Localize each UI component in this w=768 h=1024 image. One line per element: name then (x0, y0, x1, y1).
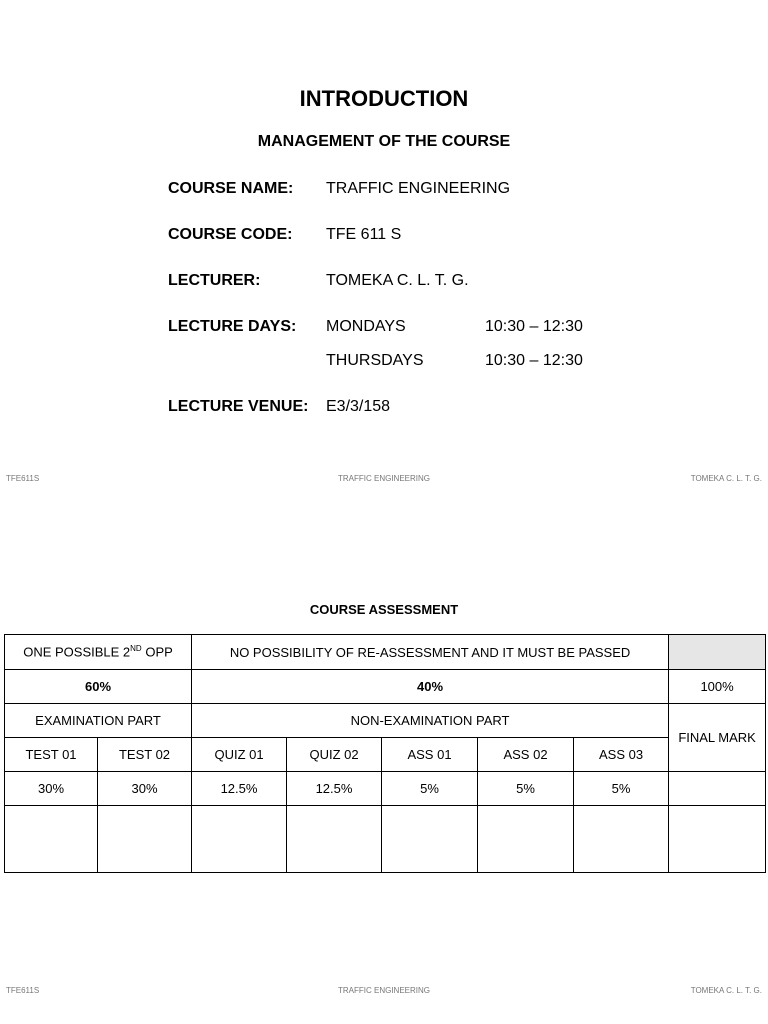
second-opp-text: ONE POSSIBLE 2 (23, 644, 131, 660)
lecturer-label: LECTURER: (168, 272, 261, 289)
final-mark-cell: FINAL MARK (669, 704, 766, 772)
lecture-day: THURSDAYS (326, 352, 424, 369)
footer-course-name: TRAFFIC ENGINEERING (337, 474, 430, 483)
weight-cell: 5% (478, 772, 574, 806)
blank-cell (382, 806, 478, 873)
footer-course-code: TFE611S (6, 986, 40, 995)
footer-course-name: TRAFFIC ENGINEERING (337, 986, 430, 995)
blank-cell (98, 806, 192, 873)
table-row (5, 738, 766, 772)
slide-course-assessment (0, 512, 768, 1024)
lecture-day: MONDAYS (326, 318, 406, 335)
table-row (5, 806, 766, 873)
blank-cell (574, 806, 669, 873)
slide-subtitle: MANAGEMENT OF THE COURSE (257, 133, 511, 150)
course-name-label: COURSE NAME: (168, 180, 294, 197)
weight-cell: 12.5% (287, 772, 382, 806)
blank-cell (287, 806, 382, 873)
weight-final-cell (669, 772, 766, 806)
footer-course-code: TFE611S (6, 474, 40, 483)
slide-footer (0, 474, 768, 486)
assessment-table (4, 634, 766, 873)
lecturer-value: TOMEKA C. L. T. G. (326, 272, 469, 289)
component-cell: TEST 01 (5, 738, 98, 772)
lecture-time: 10:30 – 12:30 (485, 352, 583, 369)
venue-label: LECTURE VENUE: (168, 398, 309, 415)
table-row (5, 704, 766, 738)
component-cell: QUIZ 02 (287, 738, 382, 772)
blank-cell (5, 806, 98, 873)
component-cell: QUIZ 01 (192, 738, 287, 772)
second-opp-suffix: OPP (141, 644, 173, 660)
slide-title: INTRODUCTION (299, 86, 469, 111)
venue-value: E3/3/158 (326, 398, 391, 415)
non-exam-weight-cell: 40% (192, 670, 669, 704)
weight-cell: 12.5% (192, 772, 287, 806)
weight-cell: 30% (5, 772, 98, 806)
table-row (5, 670, 766, 704)
footer-lecturer: TOMEKA C. L. T. G. (690, 986, 762, 995)
course-code-label: COURSE CODE: (168, 226, 293, 243)
component-cell: ASS 03 (574, 738, 669, 772)
slide-title: COURSE ASSESSMENT (309, 602, 459, 617)
exam-weight-cell: 60% (5, 670, 192, 704)
blank-cell (669, 806, 766, 873)
total-weight-cell: 100% (669, 670, 766, 704)
course-name-value: TRAFFIC ENGINEERING (326, 180, 511, 197)
lecture-days-label: LECTURE DAYS: (168, 318, 297, 335)
second-opp-cell (5, 635, 192, 670)
second-opp-superscript: ND (130, 644, 142, 654)
blank-cell (478, 806, 574, 873)
no-reassessment-cell: NO POSSIBILITY OF RE-ASSESSMENT AND IT MUST BE PASSED (192, 635, 669, 670)
weight-cell: 5% (574, 772, 669, 806)
table-row (5, 635, 766, 670)
lecture-time: 10:30 – 12:30 (485, 318, 583, 335)
component-cell: ASS 01 (382, 738, 478, 772)
shaded-cell (669, 635, 766, 670)
non-exam-part-cell: NON-EXAMINATION PART (192, 704, 669, 738)
weight-cell: 5% (382, 772, 478, 806)
course-code-value: TFE 611 S (326, 226, 402, 243)
slide-footer (0, 986, 768, 998)
blank-cell (192, 806, 287, 873)
weight-cell: 30% (98, 772, 192, 806)
component-cell: TEST 02 (98, 738, 192, 772)
footer-lecturer: TOMEKA C. L. T. G. (690, 474, 762, 483)
component-cell: ASS 02 (478, 738, 574, 772)
table-row (5, 772, 766, 806)
exam-part-cell: EXAMINATION PART (5, 704, 192, 738)
